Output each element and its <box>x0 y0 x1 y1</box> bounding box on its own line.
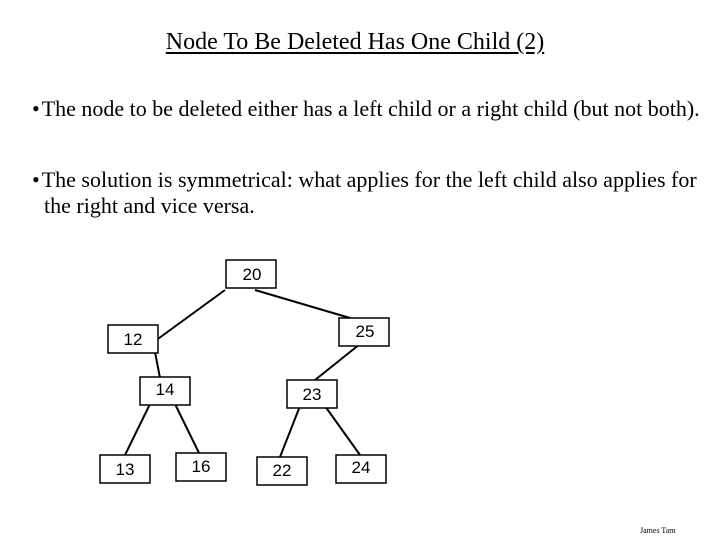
bullet-marker: • <box>32 96 40 121</box>
bullet-text-2: The solution is symmetrical: what applies for the left child also applies for the right and vice versa. <box>41 167 697 218</box>
tree-node-25 <box>339 318 389 346</box>
tree-node-20 <box>226 260 276 288</box>
tree-edge-25-23 <box>315 344 360 380</box>
tree-node-label: 24 <box>351 458 371 477</box>
tree-node-label: 16 <box>191 457 211 476</box>
tree-edge-23-24 <box>325 406 360 455</box>
tree-node-label: 25 <box>355 322 375 341</box>
author-credit: James Tam <box>640 526 676 535</box>
tree-edge-14-16 <box>175 404 200 455</box>
tree-node-label: 23 <box>302 385 322 404</box>
tree-node-22 <box>257 457 307 485</box>
tree-node-12 <box>108 325 158 353</box>
tree-node-label: 14 <box>155 380 175 399</box>
tree-node-16 <box>176 453 226 481</box>
tree-edge-12-14 <box>155 352 160 378</box>
tree-node-14 <box>140 377 190 405</box>
tree-node-label: 20 <box>242 265 262 284</box>
bullet-text-1: The node to be deleted either has a left child or a right child (but not both). <box>41 96 700 121</box>
slide-title: Node To Be Deleted Has One Child (2) <box>165 29 545 55</box>
tree-node-23 <box>287 380 337 408</box>
tree-node-label: 22 <box>272 461 292 480</box>
tree-edge-20-25 <box>255 290 350 318</box>
tree-edge-23-22 <box>280 406 300 457</box>
tree-node-label: 13 <box>115 460 135 479</box>
tree-node-label: 12 <box>123 330 143 349</box>
tree-edge-14-13 <box>125 404 150 455</box>
bullet-marker: • <box>32 167 40 192</box>
tree-node-24 <box>336 455 386 483</box>
tree-node-13 <box>100 455 150 483</box>
